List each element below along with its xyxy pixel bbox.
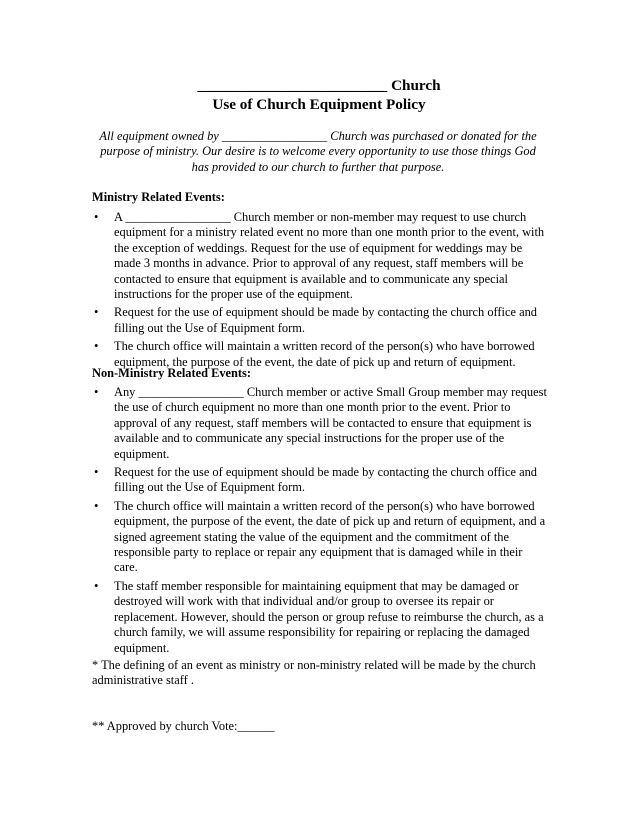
approval-line: ** Approved by church Vote:______ <box>92 719 275 733</box>
list-item <box>92 385 547 462</box>
bullet-icon: • <box>94 385 99 399</box>
church-name-title: _________________________ Church <box>197 77 441 94</box>
list-item <box>92 465 547 496</box>
list-item <box>92 305 547 336</box>
list-item-text: Request for the use of equipment should be made by contacting the church office and filling out the Use of Equipment form. <box>114 305 537 335</box>
non-ministry-heading: Non-Ministry Related Events: <box>92 366 251 380</box>
intro-paragraph: All equipment owned by _________________ Church was purchased or donated for the purpose of ministry. Our desire is to welcome every opportunity to use those things God has provided to our church to further that purpose. <box>99 129 537 174</box>
ministry-heading: Ministry Related Events: <box>92 190 225 204</box>
list-item <box>92 499 547 576</box>
bullet-icon: • <box>94 465 99 480</box>
list-item <box>92 210 547 302</box>
list-item-text: Request for the use of equipment should be made by contacting the church office and filling out the Use of Equipment form. <box>114 465 537 495</box>
bullet-icon: • <box>94 578 99 593</box>
bullet-icon: • <box>94 339 99 354</box>
list-item-text: The church office will maintain a written record of the person(s) who have borrowed equipment, the purpose of the event, the date of pick up and return of equipment, and a signed agreement stating the value of the equipment and the commitment of the responsible party to replace or repair any equipment that is damaged while in their care. <box>114 498 546 575</box>
list-item-text: The church office will maintain a written record of the person(s) who have borrowed equipment, the purpose of the event, the date of pick up and return of equipment. <box>114 339 535 369</box>
footnote: * The defining of an event as ministry or non-ministry related will be made by the church administrative staff . <box>92 658 536 688</box>
policy-title: Use of Church Equipment Policy <box>212 96 426 113</box>
list-item-text: The staff member responsible for maintaining equipment that may be damaged or destroyed will work with that individual and/or group to oversee its repair or replacement. However, should the person or group refuse to reimburse the church, as a church family, we will assume responsibility for repairing or replacing the damaged equipment. <box>114 578 544 655</box>
bullet-icon: • <box>94 498 99 513</box>
bullet-icon: • <box>94 210 99 224</box>
bullet-icon: • <box>94 305 99 320</box>
document-title <box>0 76 638 114</box>
list-item-text: Any _________________ Church member or active Small Group member may request the use of church equipment no more than one month prior to the event. Prior to approval of any request, staff members will be contacted to ensure that equipment is available and to communicate any special instructions for the proper use of the equipment. <box>114 385 547 461</box>
non-ministry-list <box>92 385 547 659</box>
ministry-list <box>92 210 547 373</box>
list-item-text: A _________________ Church member or non-member may request to use church equipment for a ministry related event no more than one month prior to the event, with the exception of weddings. Request for the use of equipment for weddings may be made 3 months in advance. Prior to approval of any request, staff members will be contacted to ensure that equipment is available and to communicate any special instructions for the proper use of the equipment. <box>114 210 545 302</box>
list-item <box>92 579 547 656</box>
